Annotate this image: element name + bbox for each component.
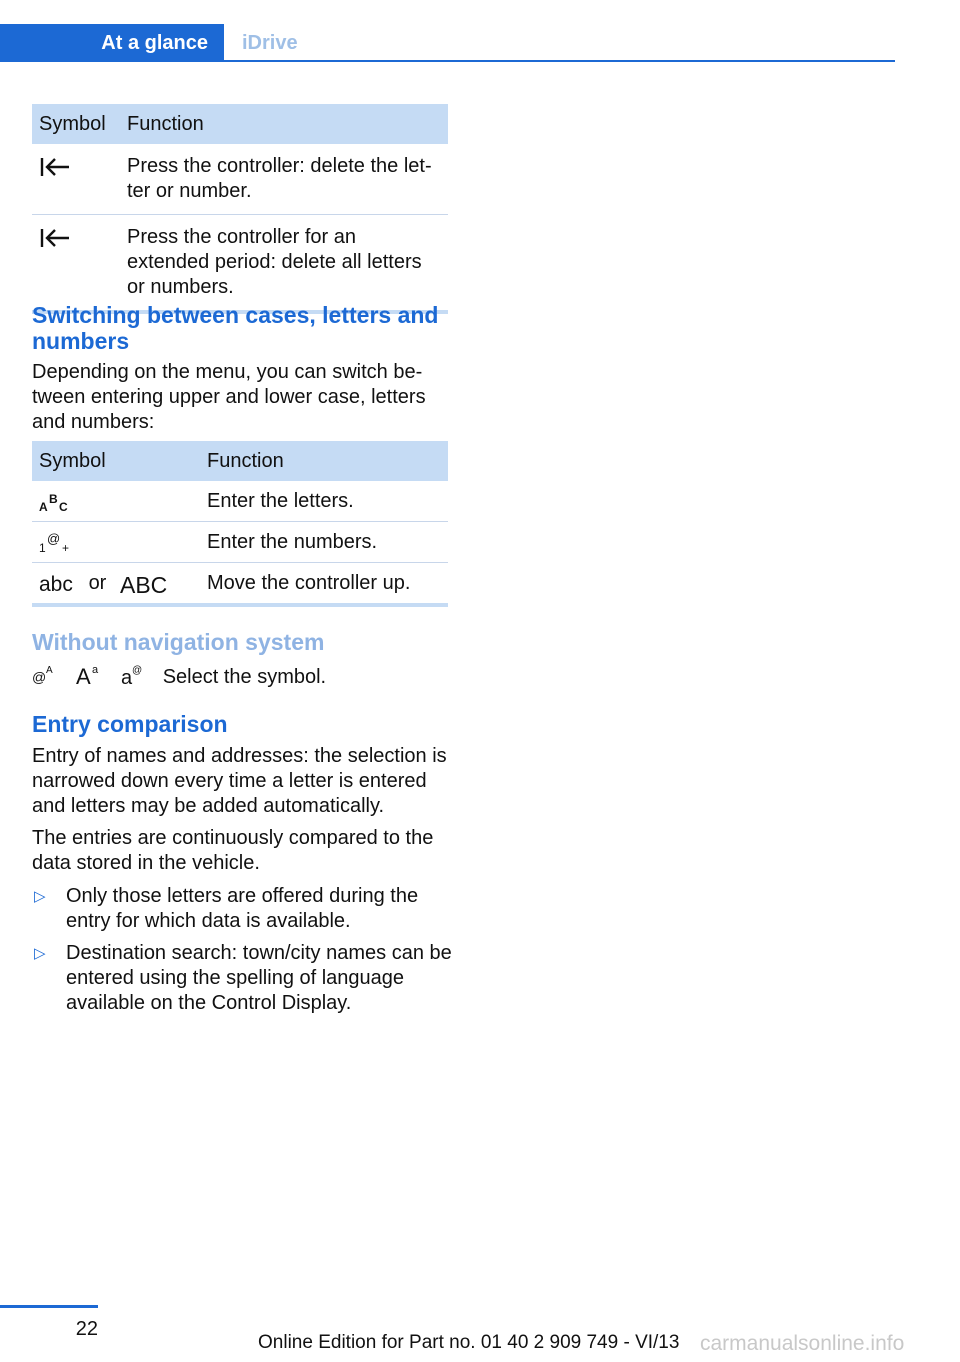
symbol-header: Symbol [32,441,200,481]
page-number: 22 [75,1318,98,1340]
triangle-bullet-icon: ▷ [34,945,46,962]
entry-paragraph-2: The entries are continuously compared to the data stored in the vehicle. [32,827,434,874]
svg-text:ABC: ABC [119,571,168,596]
table-header-row [32,104,448,144]
svg-text:@: @ [132,665,143,676]
table-row [32,481,448,522]
list-item [32,941,452,1016]
page-header [0,24,895,62]
uppercase-lowercase-icon [76,662,102,693]
switching-text: Depending on the menu, you can switch be-tween entering upper and lower case, letters and numbers: [32,361,426,433]
function-cell: Enter the numbers. [200,522,448,563]
function-cell: Move the controller up. [200,563,448,606]
function-cell: Press the controller for an extended period: delete all letters or numbers. [120,215,448,313]
switching-heading: Switching between cases, letters and numbers [32,302,439,354]
delete-arrow-icon [39,226,71,248]
svg-text:A: A [46,665,53,676]
symbol-cell [32,481,200,522]
svg-text:@: @ [47,530,61,546]
uppercase-abc-icon [120,572,168,594]
svg-text:B: B [49,491,58,506]
list-item-text: Destination search: town/city names can be entered using the spelling of language available on the Control Display. [66,942,452,1014]
list-item-text: Only those letters are offered during the entry for which data is available. [66,885,419,932]
section-tab[interactable]: At a glance [0,24,224,62]
entry-paragraph-1: Entry of names and addresses: the selection is narrowed down every time a letter is entered and letters may be added automatically. [32,745,447,817]
symbol-cell [32,144,120,215]
function-header: Function [120,104,448,144]
svg-text:A: A [75,664,91,686]
function-cell: Enter the letters. [200,481,448,522]
delete-arrow-icon [39,155,71,177]
symbol-cell [32,215,120,313]
svg-text:a: a [91,664,98,676]
svg-text:a: a [121,667,133,686]
at-uppercase-icon [32,662,56,693]
or-label: or [88,572,107,594]
case-symbol-table [32,441,448,607]
svg-text:@: @ [32,669,47,685]
entry-heading: Entry comparison [32,711,228,737]
table-row [32,144,448,215]
function-header: Function [200,441,448,481]
triangle-bullet-icon: ▷ [34,888,46,905]
lowercase-at-icon [121,662,143,693]
svg-text:A: A [39,499,48,514]
table-row [32,215,448,313]
function-cell: Press the controller: delete the let-ter or number. [120,144,448,215]
table-header-row [32,441,448,481]
symbol-cell [32,522,200,563]
symbol-cell [32,563,200,606]
no-nav-symbol-row [32,662,326,688]
table-row [32,563,448,606]
svg-text:+: + [62,540,70,555]
svg-text:abc: abc [39,572,73,596]
table-row [32,522,448,563]
svg-text:1: 1 [39,540,46,555]
lowercase-abc-icon [39,572,85,594]
footer-rule [0,1305,98,1308]
select-symbol-text: Select the symbol. [162,665,327,688]
symbol-header: Symbol [32,104,120,144]
edition-text: Online Edition for Part no. 01 40 2 909 749 - VI/13 [258,1332,680,1353]
delete-symbol-table [32,104,448,314]
numbers-icon [39,531,73,553]
chapter-tab[interactable]: iDrive [242,32,298,54]
no-nav-heading: Without navigation system [32,629,325,655]
letters-abc-icon [39,490,73,512]
svg-text:C: C [59,499,68,514]
list-item [32,884,452,934]
watermark: carmanualsonline.info [700,1332,905,1355]
